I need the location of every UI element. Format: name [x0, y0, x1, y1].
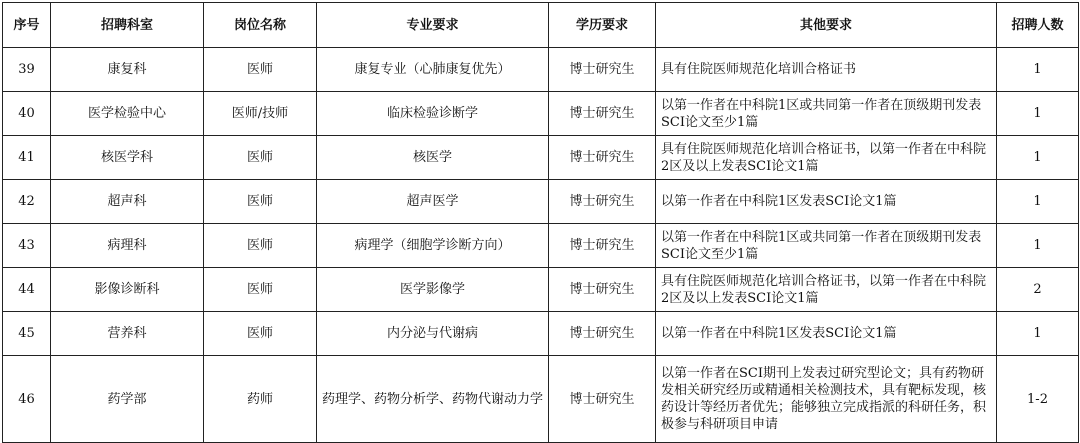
cell-count: 1-2: [997, 356, 1079, 443]
table-row: [3, 268, 1079, 312]
cell-education: 博士研究生: [549, 312, 656, 356]
cell-position: 医师: [204, 268, 317, 312]
cell-count: 1: [997, 92, 1079, 136]
cell-education: 博士研究生: [549, 268, 656, 312]
cell-position: 医师: [204, 312, 317, 356]
cell-other: 以第一作者在中科院1区发表SCI论文1篇: [656, 180, 997, 224]
cell-major: 病理学（细胞学诊断方向）: [317, 224, 549, 268]
cell-count: 1: [997, 224, 1079, 268]
cell-education: 博士研究生: [549, 48, 656, 92]
cell-position: 医师: [204, 224, 317, 268]
recruitment-table-container: [2, 2, 1079, 443]
cell-index: 39: [3, 48, 51, 92]
cell-position: 医师/技师: [204, 92, 317, 136]
cell-education: 博士研究生: [549, 224, 656, 268]
table-row: [3, 224, 1079, 268]
table-row: [3, 136, 1079, 180]
cell-count: 1: [997, 136, 1079, 180]
cell-education: 博士研究生: [549, 180, 656, 224]
cell-education: 博士研究生: [549, 356, 656, 443]
table-row: [3, 180, 1079, 224]
cell-count: 1: [997, 180, 1079, 224]
cell-major: 药理学、药物分析学、药物代谢动力学: [317, 356, 549, 443]
header-index: 序号: [3, 3, 51, 48]
cell-department: 营养科: [51, 312, 204, 356]
cell-education: 博士研究生: [549, 92, 656, 136]
cell-index: 45: [3, 312, 51, 356]
cell-count: 1: [997, 48, 1079, 92]
cell-index: 41: [3, 136, 51, 180]
header-department: 招聘科室: [51, 3, 204, 48]
cell-department: 影像诊断科: [51, 268, 204, 312]
cell-other: 以第一作者在SCI期刊上发表过研究型论文；具有药物研发相关研究经历或精通相关检测技术，具有靶标发现，核药设计等经历者优先；能够独立完成指派的科研任务，积极参与科研项目申请: [656, 356, 997, 443]
cell-major: 核医学: [317, 136, 549, 180]
header-major: 专业要求: [317, 3, 549, 48]
table-row: [3, 356, 1079, 443]
cell-other: 具有住院医师规范化培训合格证书: [656, 48, 997, 92]
cell-other: 具有住院医师规范化培训合格证书，以第一作者在中科院2区及以上发表SCI论文1篇: [656, 136, 997, 180]
header-count: 招聘人数: [997, 3, 1079, 48]
cell-other: 以第一作者在中科院1区发表SCI论文1篇: [656, 312, 997, 356]
cell-index: 40: [3, 92, 51, 136]
cell-department: 康复科: [51, 48, 204, 92]
cell-count: 1: [997, 312, 1079, 356]
cell-other: 具有住院医师规范化培训合格证书，以第一作者在中科院2区及以上发表SCI论文1篇: [656, 268, 997, 312]
cell-department: 病理科: [51, 224, 204, 268]
cell-department: 超声科: [51, 180, 204, 224]
cell-major: 内分泌与代谢病: [317, 312, 549, 356]
cell-position: 医师: [204, 136, 317, 180]
cell-index: 43: [3, 224, 51, 268]
cell-index: 42: [3, 180, 51, 224]
table-row: [3, 92, 1079, 136]
table-row: [3, 312, 1079, 356]
table-header-row: [3, 3, 1079, 48]
cell-department: 药学部: [51, 356, 204, 443]
cell-department: 医学检验中心: [51, 92, 204, 136]
cell-position: 医师: [204, 180, 317, 224]
cell-index: 46: [3, 356, 51, 443]
cell-major: 康复专业（心肺康复优先）: [317, 48, 549, 92]
header-other: 其他要求: [656, 3, 997, 48]
recruitment-table: [2, 2, 1079, 443]
header-education: 学历要求: [549, 3, 656, 48]
cell-position: 药师: [204, 356, 317, 443]
cell-index: 44: [3, 268, 51, 312]
cell-education: 博士研究生: [549, 136, 656, 180]
cell-major: 超声医学: [317, 180, 549, 224]
header-position: 岗位名称: [204, 3, 317, 48]
cell-count: 2: [997, 268, 1079, 312]
cell-major: 临床检验诊断学: [317, 92, 549, 136]
cell-major: 医学影像学: [317, 268, 549, 312]
table-row: [3, 48, 1079, 92]
cell-other: 以第一作者在中科院1区或共同第一作者在顶级期刊发表SCI论文至少1篇: [656, 224, 997, 268]
cell-department: 核医学科: [51, 136, 204, 180]
cell-other: 以第一作者在中科院1区或共同第一作者在顶级期刊发表SCI论文至少1篇: [656, 92, 997, 136]
cell-position: 医师: [204, 48, 317, 92]
